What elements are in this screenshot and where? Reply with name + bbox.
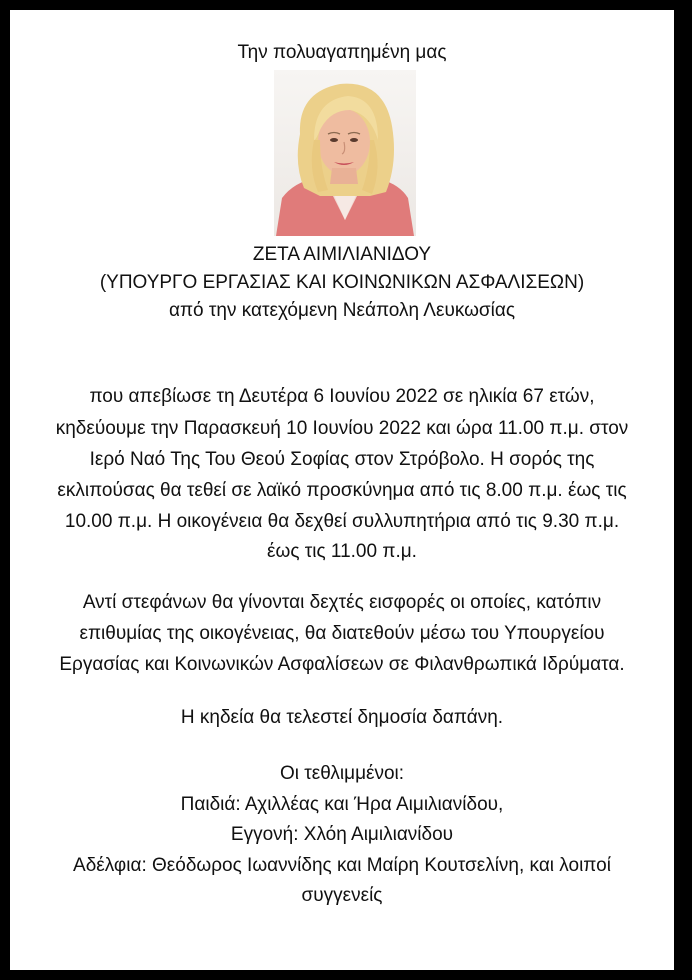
paragraph-2-line-1: Αντί στεφάνων θα γίνονται δεχτές εισφορές οι οποίες, κατόπιν: [82, 592, 602, 613]
paragraph-2-line-3: Εργασίας και Κοινωνικών Ασφαλίσεων σε Φιλανθρωπικά Ιδρύματα.: [59, 654, 625, 675]
intro-line: Την πολυαγαπημένη μας: [237, 42, 447, 63]
mourners-siblings: Αδέλφια: Θεόδωρος Ιωαννίδης και Μαίρη Κουτσελίνη, και λοιποί: [73, 855, 611, 876]
paragraph-1-line-4: εκλιπούσας θα τεθεί σε λαϊκό προσκύνημα από τις 8.00 π.μ. έως τις: [57, 480, 627, 501]
mourners-granddaughter: Εγγονή: Χλόη Αιμιλιανίδου: [230, 824, 454, 845]
portrait-photo: [274, 70, 416, 236]
mourners-heading: Οι τεθλιμμένοι:: [279, 763, 405, 784]
deceased-name: ΖΕΤΑ ΑΙΜΙΛΙΑΝΙΔΟΥ: [252, 244, 432, 265]
mourners-children: Παιδιά: Αχιλλέας και Ήρα Αιμιλιανίδου,: [180, 794, 504, 815]
paragraph-2-line-2: επιθυμίας της οικογένειας, θα διατεθούν μέσω του Υπουργείου: [79, 623, 605, 644]
mourners-relatives: συγγενείς: [301, 885, 383, 906]
portrait-illustration: [274, 70, 416, 236]
paragraph-1-line-1: που απεβίωσε τη Δευτέρα 6 Ιουνίου 2022 σε ηλικία 67 ετών,: [89, 386, 595, 407]
obituary-notice: [10, 10, 674, 970]
deceased-origin: από την κατεχόμενη Νεάπολη Λευκωσίας: [168, 300, 516, 321]
deceased-title: (ΥΠΟΥΡΓΟ ΕΡΓΑΣΙΑΣ ΚΑΙ ΚΟΙΝΩΝΙΚΩΝ ΑΣΦΑΛΙΣΕΩΝ): [99, 272, 585, 293]
paragraph-3: Η κηδεία θα τελεστεί δημοσία δαπάνη.: [180, 707, 504, 728]
paragraph-1-line-3: Ιερό Ναό Της Του Θεού Σοφίας στον Στρόβολο. Η σορός της: [89, 449, 595, 470]
paragraph-1-line-6: έως τις 11.00 π.μ.: [267, 541, 417, 562]
paragraph-1-line-2: κηδεύουμε την Παρασκευή 10 Ιουνίου 2022 και ώρα 11.00 π.μ. στον: [55, 418, 629, 439]
paragraph-1-line-5: 10.00 π.μ. Η οικογένεια θα δεχθεί συλλυπητήρια από τις 9.30 π.μ.: [64, 511, 620, 532]
